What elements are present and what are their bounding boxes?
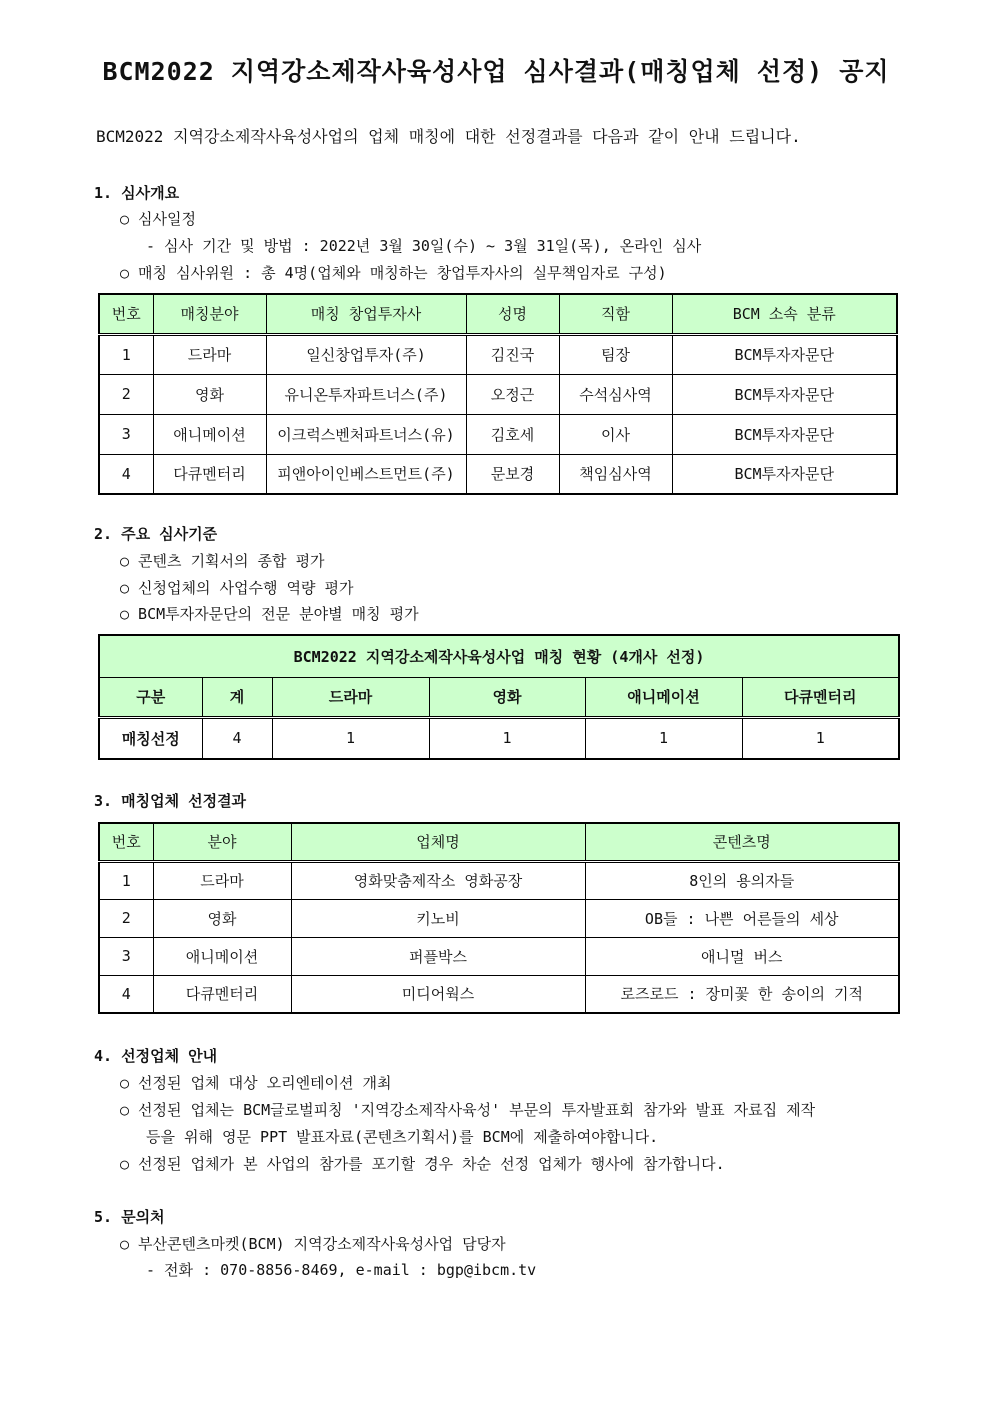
section4-item-2-cont: 등을 위해 영문 PPT 발표자료(콘텐츠기획서)를 BCM에 제출하여야합니다.	[146, 1128, 659, 1146]
table-cell: 팀장	[559, 334, 672, 374]
table-row	[99, 861, 899, 899]
table-cell: BCM투자자문단	[672, 334, 897, 374]
judges-col-name: 성명	[466, 294, 559, 334]
section5-contact: ○ 부산콘텐츠마켓(BCM) 지역강소제작사육성사업 담당자	[120, 1235, 506, 1253]
table-cell: 4	[202, 717, 272, 759]
table-cell: 2	[99, 374, 153, 414]
intro-text: BCM2022 지역강소제작사육성사업의 업체 매칭에 대한 선정결과를 다음과 같이 안내 드립니다.	[96, 127, 801, 146]
table-cell: 미디어웍스	[291, 975, 585, 1013]
table-cell: 애니메이션	[153, 937, 291, 975]
status-col-total: 계	[202, 677, 272, 717]
section1-bullet-judges: ○ 매칭 심사위원 : 총 4명(업체와 매칭하는 창업투자사의 실무책임자로 구성)	[120, 264, 667, 282]
section1-schedule-detail: - 심사 기간 및 방법 : 2022년 3월 30일(수) ~ 3월 31일(목), 온라인 심사	[146, 237, 702, 255]
section2-heading: 2. 주요 심사기준	[94, 525, 218, 543]
table-cell: 드라마	[153, 861, 291, 899]
table-cell: 4	[99, 454, 153, 494]
judges-col-field: 매칭분야	[153, 294, 266, 334]
table-cell: 김호세	[466, 414, 559, 454]
judges-col-affiliation: BCM 소속 분류	[672, 294, 897, 334]
section4-heading: 4. 선정업체 안내	[94, 1047, 218, 1065]
matching-status-caption: BCM2022 지역강소제작사육성사업 매칭 현황 (4개사 선정)	[99, 635, 899, 677]
selection-col-no: 번호	[99, 823, 153, 861]
table-cell: 다큐멘터리	[153, 975, 291, 1013]
table-cell: OB들 : 나쁜 어른들의 세상	[585, 899, 899, 937]
table-cell: 3	[99, 414, 153, 454]
table-cell: 문보경	[466, 454, 559, 494]
table-cell: 드라마	[153, 334, 266, 374]
table-cell: BCM투자자문단	[672, 374, 897, 414]
section5-contact-detail: - 전화 : 070-8856-8469, e-mail : bgp@ibcm.tv	[146, 1261, 537, 1279]
status-col-film: 영화	[429, 677, 585, 717]
matching-status-caption-row	[99, 635, 899, 677]
table-cell: 3	[99, 937, 153, 975]
table-cell: 수석심사역	[559, 374, 672, 414]
matching-status-table	[98, 634, 900, 760]
section3-heading: 3. 매칭업체 선정결과	[94, 792, 247, 810]
table-cell: 다큐멘터리	[153, 454, 266, 494]
table-cell: 1	[272, 717, 429, 759]
table-cell: 영화맞춤제작소 영화공장	[291, 861, 585, 899]
matching-status-header	[99, 677, 899, 717]
table-cell: 이크럭스벤처파트너스(유)	[266, 414, 466, 454]
table-cell: 애니멀 버스	[585, 937, 899, 975]
table-cell: 유니온투자파트너스(주)	[266, 374, 466, 414]
section1-bullet-schedule: ○ 심사일정	[120, 210, 197, 228]
table-cell: 김진국	[466, 334, 559, 374]
table-cell: 피앤아이인베스트먼트(주)	[266, 454, 466, 494]
judges-col-position: 직함	[559, 294, 672, 334]
table-cell: 1	[742, 717, 899, 759]
section2-item-2: ○ 신청업체의 사업수행 역량 평가	[120, 579, 354, 597]
table-row	[99, 899, 899, 937]
section2-item-3: ○ BCM투자자문단의 전문 분야별 매칭 평가	[120, 605, 419, 623]
judges-table-header	[99, 294, 897, 334]
table-cell: BCM투자자문단	[672, 454, 897, 494]
table-cell: 2	[99, 899, 153, 937]
selection-col-content: 콘텐츠명	[585, 823, 899, 861]
page-title: BCM2022 지역강소제작사육성사업 심사결과(매칭업체 선정) 공지	[102, 57, 890, 86]
table-cell: 일신창업투자(주)	[266, 334, 466, 374]
table-cell: 오정근	[466, 374, 559, 414]
judges-col-no: 번호	[99, 294, 153, 334]
table-cell: 키노비	[291, 899, 585, 937]
status-col-drama: 드라마	[272, 677, 429, 717]
judges-col-vc: 매칭 창업투자사	[266, 294, 466, 334]
section2-item-1: ○ 콘텐츠 기획서의 종합 평가	[120, 552, 325, 570]
table-cell: 이사	[559, 414, 672, 454]
judges-table	[98, 293, 898, 495]
selection-table-header	[99, 823, 899, 861]
table-row	[99, 717, 899, 759]
selection-col-company: 업체명	[291, 823, 585, 861]
table-cell: 4	[99, 975, 153, 1013]
table-row	[99, 374, 897, 414]
table-cell: 책임심사역	[559, 454, 672, 494]
table-cell: 1	[99, 861, 153, 899]
table-row	[99, 975, 899, 1013]
table-row	[99, 414, 897, 454]
table-cell: BCM투자자문단	[672, 414, 897, 454]
table-row	[99, 454, 897, 494]
section4-item-1: ○ 선정된 업체 대상 오리엔테이션 개최	[120, 1074, 392, 1092]
selection-col-field: 분야	[153, 823, 291, 861]
table-cell: 매칭선정	[99, 717, 202, 759]
table-cell: 애니메이션	[153, 414, 266, 454]
status-col-documentary: 다큐멘터리	[742, 677, 899, 717]
table-cell: 영화	[153, 899, 291, 937]
table-cell: 8인의 용의자들	[585, 861, 899, 899]
table-cell: 1	[429, 717, 585, 759]
table-row	[99, 937, 899, 975]
section1-heading: 1. 심사개요	[94, 184, 180, 202]
table-cell: 로즈로드 : 장미꽃 한 송이의 기적	[585, 975, 899, 1013]
status-col-animation: 애니메이션	[585, 677, 742, 717]
selection-result-table	[98, 822, 900, 1014]
section4-item-3: ○ 선정된 업체가 본 사업의 참가를 포기할 경우 차순 선정 업체가 행사에 참가합니다.	[120, 1155, 725, 1173]
section4-item-2: ○ 선정된 업체는 BCM글로벌피칭 '지역강소제작사육성' 부문의 투자발표회 참가와 발표 자료집 제작	[120, 1101, 816, 1119]
table-cell: 1	[585, 717, 742, 759]
table-cell: 퍼플박스	[291, 937, 585, 975]
table-row	[99, 334, 897, 374]
section5-heading: 5. 문의처	[94, 1208, 165, 1226]
table-cell: 영화	[153, 374, 266, 414]
table-cell: 1	[99, 334, 153, 374]
status-col-category: 구분	[99, 677, 202, 717]
